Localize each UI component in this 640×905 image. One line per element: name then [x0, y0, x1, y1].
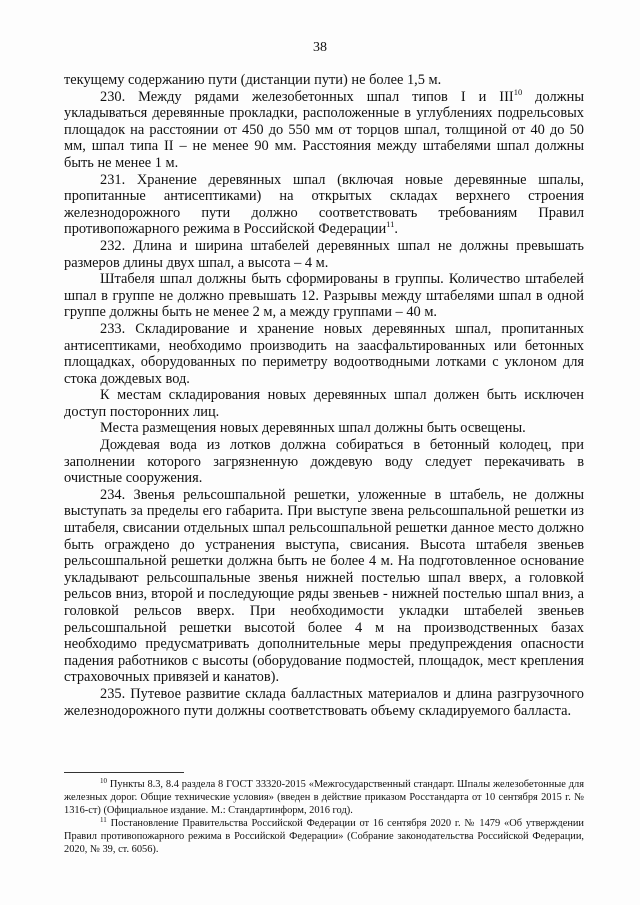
footnote-mark-10: 10: [100, 777, 107, 785]
paragraph-230-text: 230. Между рядами железобетонных шпал типов I и III: [100, 88, 514, 105]
paragraph-231-tail: .: [394, 221, 398, 238]
paragraph-232-groups: Штабеля шпал должны быть сформированы в группы. Количество штабелей шпал в группе не должно превышать 12. Разрывы между штабелями шпал в одной группе должны быть не менее 2 м, а между группами – 40 м.: [64, 271, 584, 321]
paragraph-232: 232. Длина и ширина штабелей деревянных шпал не должны превышать размеров длины двух шпал, а высота – 4 м.: [64, 237, 584, 271]
footnote-11-text: Постановление Правительства Российской Федерации от 16 сентября 2020 г. № 1479 «Об утверждении Правил противопожарного режима в Российской Федерации» (Собрание законодательства Российской Федерации, 2020, № 39, ст. 6056).: [64, 818, 584, 855]
paragraph-continuation: текущему содержанию пути (дистанции пути) не более 1,5 м.: [64, 72, 442, 88]
paragraph-233-drainage: Дождевая вода из лотков должна собираться в бетонный колодец, при заполнении которого загрязненную дождевую воду следует перекачивать в очистные сооружения.: [64, 437, 584, 487]
footnotes: [64, 778, 584, 856]
paragraph-235: 235. Путевое развитие склада балластных материалов и длина разгрузочного железнодорожного пути должны соответствовать объему складируемого балласта.: [64, 685, 584, 719]
paragraph-233-lighting: Места размещения новых деревянных шпал должны быть освещены.: [100, 420, 526, 437]
page-number: 38: [313, 40, 327, 55]
footnote-divider: [64, 772, 184, 773]
paragraph-234: 234. Звенья рельсошпальной решетки, уложенные в штабель, не должны выступать за пределы его габарита. При выступе звена рельсошпальной решетки из штабеля, свисании отдельных шпал рельсошпальной решетки данное место должно быть ограждено до устранения выступа, свисания. Высота штабеля звеньев рельсошпальной решетки должна быть не более 4 м. На подготовленное основание укладывают рельсошпальные звенья нижней постелью шпал вверх, а головкой рельсов вниз, второй и последующие ряды звеньев - нижней постелью шпал вниз, а головкой рельсов вверх. При необходимости укладки штабелей звеньев рельсошпальной решетки высотой более 4 м на производственных базах необходимо предусматривать дополнительные меры предупреждения опасности падения работников с высоты (оборудование подмостей, площадок, мест крепления страховочных привязей и канатов).: [64, 486, 584, 686]
footnote-mark-11: 11: [100, 816, 107, 824]
paragraph-231: [64, 172, 584, 238]
footnote-11: [64, 817, 584, 856]
footnote-10: [64, 778, 584, 817]
paragraph-230: [64, 86, 584, 172]
footnote-ref-11: 11: [386, 219, 395, 230]
paragraph-230-tail: должны укладываться деревянные прокладки, расположенные в углублениях подрельсовых площадок на расстоянии от 450 до 550 мм от торцов шпал, толщиной от 40 до 50 мм, шпал типа II – не менее 90 мм. Расстояния между штабелями шпал должны быть не менее 1 м.: [64, 88, 584, 171]
paragraph-231-text: 231. Хранение деревянных шпал (включая новые деревянные шпалы, пропитанные антисептиками) на открытых складах верхнего строения железнодорожного пути должно соответствовать требованиям Правил противопожарного режима в Российской Федерации: [64, 171, 584, 238]
footnote-ref-10: 10: [513, 86, 523, 97]
body-text: [64, 72, 584, 719]
footnote-10-text: Пункты 8.3, 8.4 раздела 8 ГОСТ 33320-2015 «Межгосударственный стандарт. Шпалы железобетонные для железных дорог. Общие технические условия» (введен в действие приказом Росстандарта от 10 сентября 2015 г. № 1316-ст) (Официальное издание. М.: Стандартинформ, 2016 год).: [64, 779, 584, 816]
paragraph-233: 233. Складирование и хранение новых деревянных шпал, пропитанных антисептиками, необходимо производить на заасфальтированных или бетонных площадках, оборудованных по периметру водоотводными лотками с уклоном для стока дождевых вод.: [64, 320, 584, 387]
paragraph-233-access: К местам складирования новых деревянных шпал должен быть исключен доступ посторонних лиц.: [64, 387, 584, 420]
